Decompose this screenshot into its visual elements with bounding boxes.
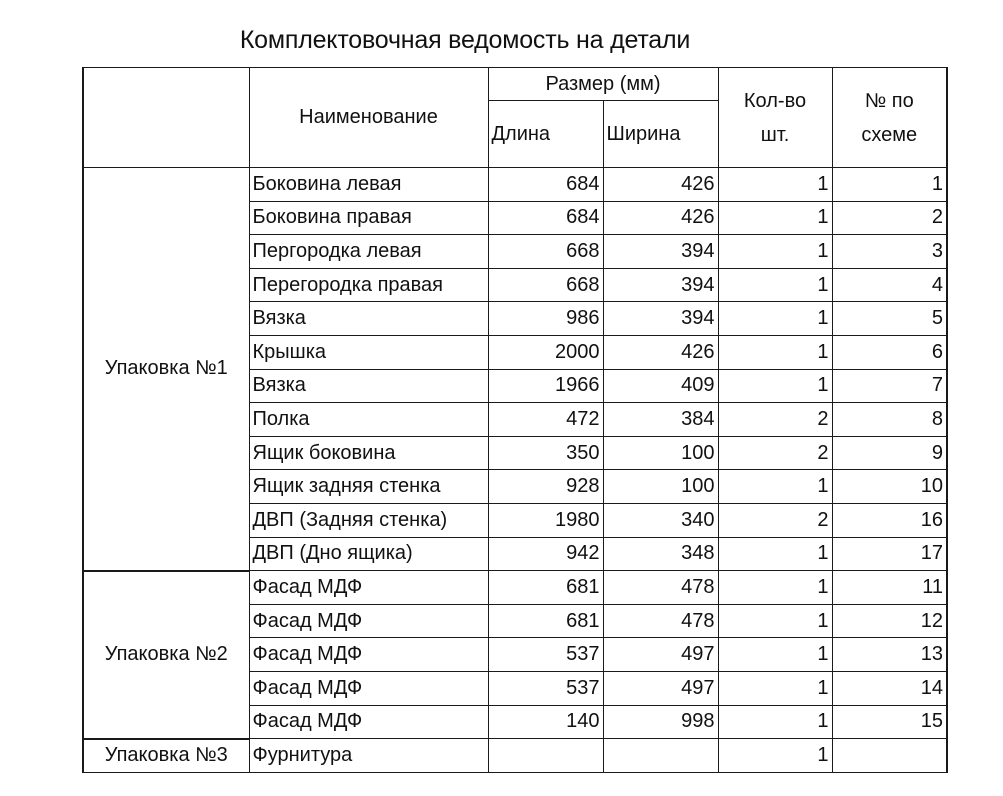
- page-title: Комплектовочная ведомость на детали: [239, 26, 691, 54]
- parts-table: [82, 67, 948, 773]
- part-scheme-number: 6: [832, 335, 947, 369]
- part-width: 998: [603, 705, 718, 739]
- part-qty: 1: [718, 168, 832, 202]
- header-qty: [718, 68, 832, 168]
- part-scheme-number: 3: [832, 235, 947, 269]
- pack-label: Упаковка №1: [83, 168, 249, 571]
- part-qty: 1: [718, 638, 832, 672]
- part-width: 409: [603, 369, 718, 403]
- part-length: 1966: [488, 369, 603, 403]
- part-width: 478: [603, 604, 718, 638]
- part-width: 394: [603, 268, 718, 302]
- header-size: Размер (мм): [488, 68, 718, 101]
- part-scheme-number: [832, 739, 947, 773]
- header-scheme-line2: схеме: [861, 123, 918, 146]
- part-qty: 1: [718, 705, 832, 739]
- part-scheme-number: 5: [832, 302, 947, 336]
- part-length: 986: [488, 302, 603, 336]
- header-name: Наименование: [249, 68, 488, 168]
- part-length: 140: [488, 705, 603, 739]
- part-qty: 1: [718, 671, 832, 705]
- part-length: 472: [488, 403, 603, 437]
- table-row: [83, 168, 947, 202]
- part-name: Боковина правая: [249, 201, 488, 235]
- header-scheme-line1: № по: [864, 89, 914, 112]
- part-scheme-number: 13: [832, 638, 947, 672]
- part-width: 426: [603, 201, 718, 235]
- part-scheme-number: 12: [832, 604, 947, 638]
- part-length: 684: [488, 168, 603, 202]
- part-width: 340: [603, 503, 718, 537]
- header-scheme: [832, 68, 947, 168]
- table-row: [83, 739, 947, 773]
- part-length: 684: [488, 201, 603, 235]
- part-qty: 1: [718, 604, 832, 638]
- part-scheme-number: 15: [832, 705, 947, 739]
- table-body: [83, 168, 947, 773]
- part-length: 537: [488, 671, 603, 705]
- part-length: 928: [488, 470, 603, 504]
- header-length: Длина: [488, 101, 603, 168]
- header-pack: [83, 68, 249, 168]
- part-scheme-number: 8: [832, 403, 947, 437]
- part-qty: 1: [718, 268, 832, 302]
- part-name: Фасад МДФ: [249, 638, 488, 672]
- pack-label: Упаковка №3: [83, 739, 249, 773]
- part-length: 942: [488, 537, 603, 571]
- part-width: 497: [603, 638, 718, 672]
- part-name: Ящик задняя стенка: [249, 470, 488, 504]
- header-qty-line1: Кол-во: [743, 89, 807, 112]
- part-name: Фасад МДФ: [249, 705, 488, 739]
- part-qty: 1: [718, 470, 832, 504]
- part-name: Фурнитура: [249, 739, 488, 773]
- part-qty: 1: [718, 369, 832, 403]
- part-name: Крышка: [249, 335, 488, 369]
- header-width: Ширина: [603, 101, 718, 168]
- part-scheme-number: 14: [832, 671, 947, 705]
- part-width: 478: [603, 571, 718, 605]
- part-qty: 1: [718, 537, 832, 571]
- part-name: Фасад МДФ: [249, 571, 488, 605]
- part-length: 2000: [488, 335, 603, 369]
- part-name: Перегородка правая: [249, 268, 488, 302]
- part-name: Пергородка левая: [249, 235, 488, 269]
- part-width: 497: [603, 671, 718, 705]
- part-width: 100: [603, 470, 718, 504]
- part-scheme-number: 4: [832, 268, 947, 302]
- part-qty: 2: [718, 403, 832, 437]
- table-row: [83, 571, 947, 605]
- part-scheme-number: 16: [832, 503, 947, 537]
- part-name: Фасад МДФ: [249, 671, 488, 705]
- header-qty-line2: шт.: [760, 123, 790, 146]
- part-scheme-number: 1: [832, 168, 947, 202]
- part-qty: 2: [718, 436, 832, 470]
- part-scheme-number: 17: [832, 537, 947, 571]
- part-name: Вязка: [249, 369, 488, 403]
- part-scheme-number: 10: [832, 470, 947, 504]
- part-width: 394: [603, 302, 718, 336]
- part-width: 394: [603, 235, 718, 269]
- part-scheme-number: 7: [832, 369, 947, 403]
- part-name: ДВП (Дно ящика): [249, 537, 488, 571]
- part-name: Боковина левая: [249, 168, 488, 202]
- part-width: 100: [603, 436, 718, 470]
- part-scheme-number: 2: [832, 201, 947, 235]
- part-qty: 1: [718, 235, 832, 269]
- part-width: 426: [603, 168, 718, 202]
- part-name: Фасад МДФ: [249, 604, 488, 638]
- part-length: [488, 739, 603, 773]
- part-qty: 1: [718, 571, 832, 605]
- part-qty: 1: [718, 739, 832, 773]
- part-qty: 1: [718, 335, 832, 369]
- part-width: [603, 739, 718, 773]
- part-scheme-number: 11: [832, 571, 947, 605]
- part-width: 426: [603, 335, 718, 369]
- part-name: Полка: [249, 403, 488, 437]
- part-length: 1980: [488, 503, 603, 537]
- part-name: Ящик боковина: [249, 436, 488, 470]
- part-qty: 1: [718, 302, 832, 336]
- part-width: 384: [603, 403, 718, 437]
- part-qty: 1: [718, 201, 832, 235]
- part-name: ДВП (Задняя стенка): [249, 503, 488, 537]
- part-length: 350: [488, 436, 603, 470]
- pack-label: Упаковка №2: [83, 571, 249, 739]
- part-length: 668: [488, 268, 603, 302]
- part-length: 681: [488, 604, 603, 638]
- part-qty: 2: [718, 503, 832, 537]
- part-name: Вязка: [249, 302, 488, 336]
- part-width: 348: [603, 537, 718, 571]
- part-scheme-number: 9: [832, 436, 947, 470]
- part-length: 668: [488, 235, 603, 269]
- part-length: 681: [488, 571, 603, 605]
- part-length: 537: [488, 638, 603, 672]
